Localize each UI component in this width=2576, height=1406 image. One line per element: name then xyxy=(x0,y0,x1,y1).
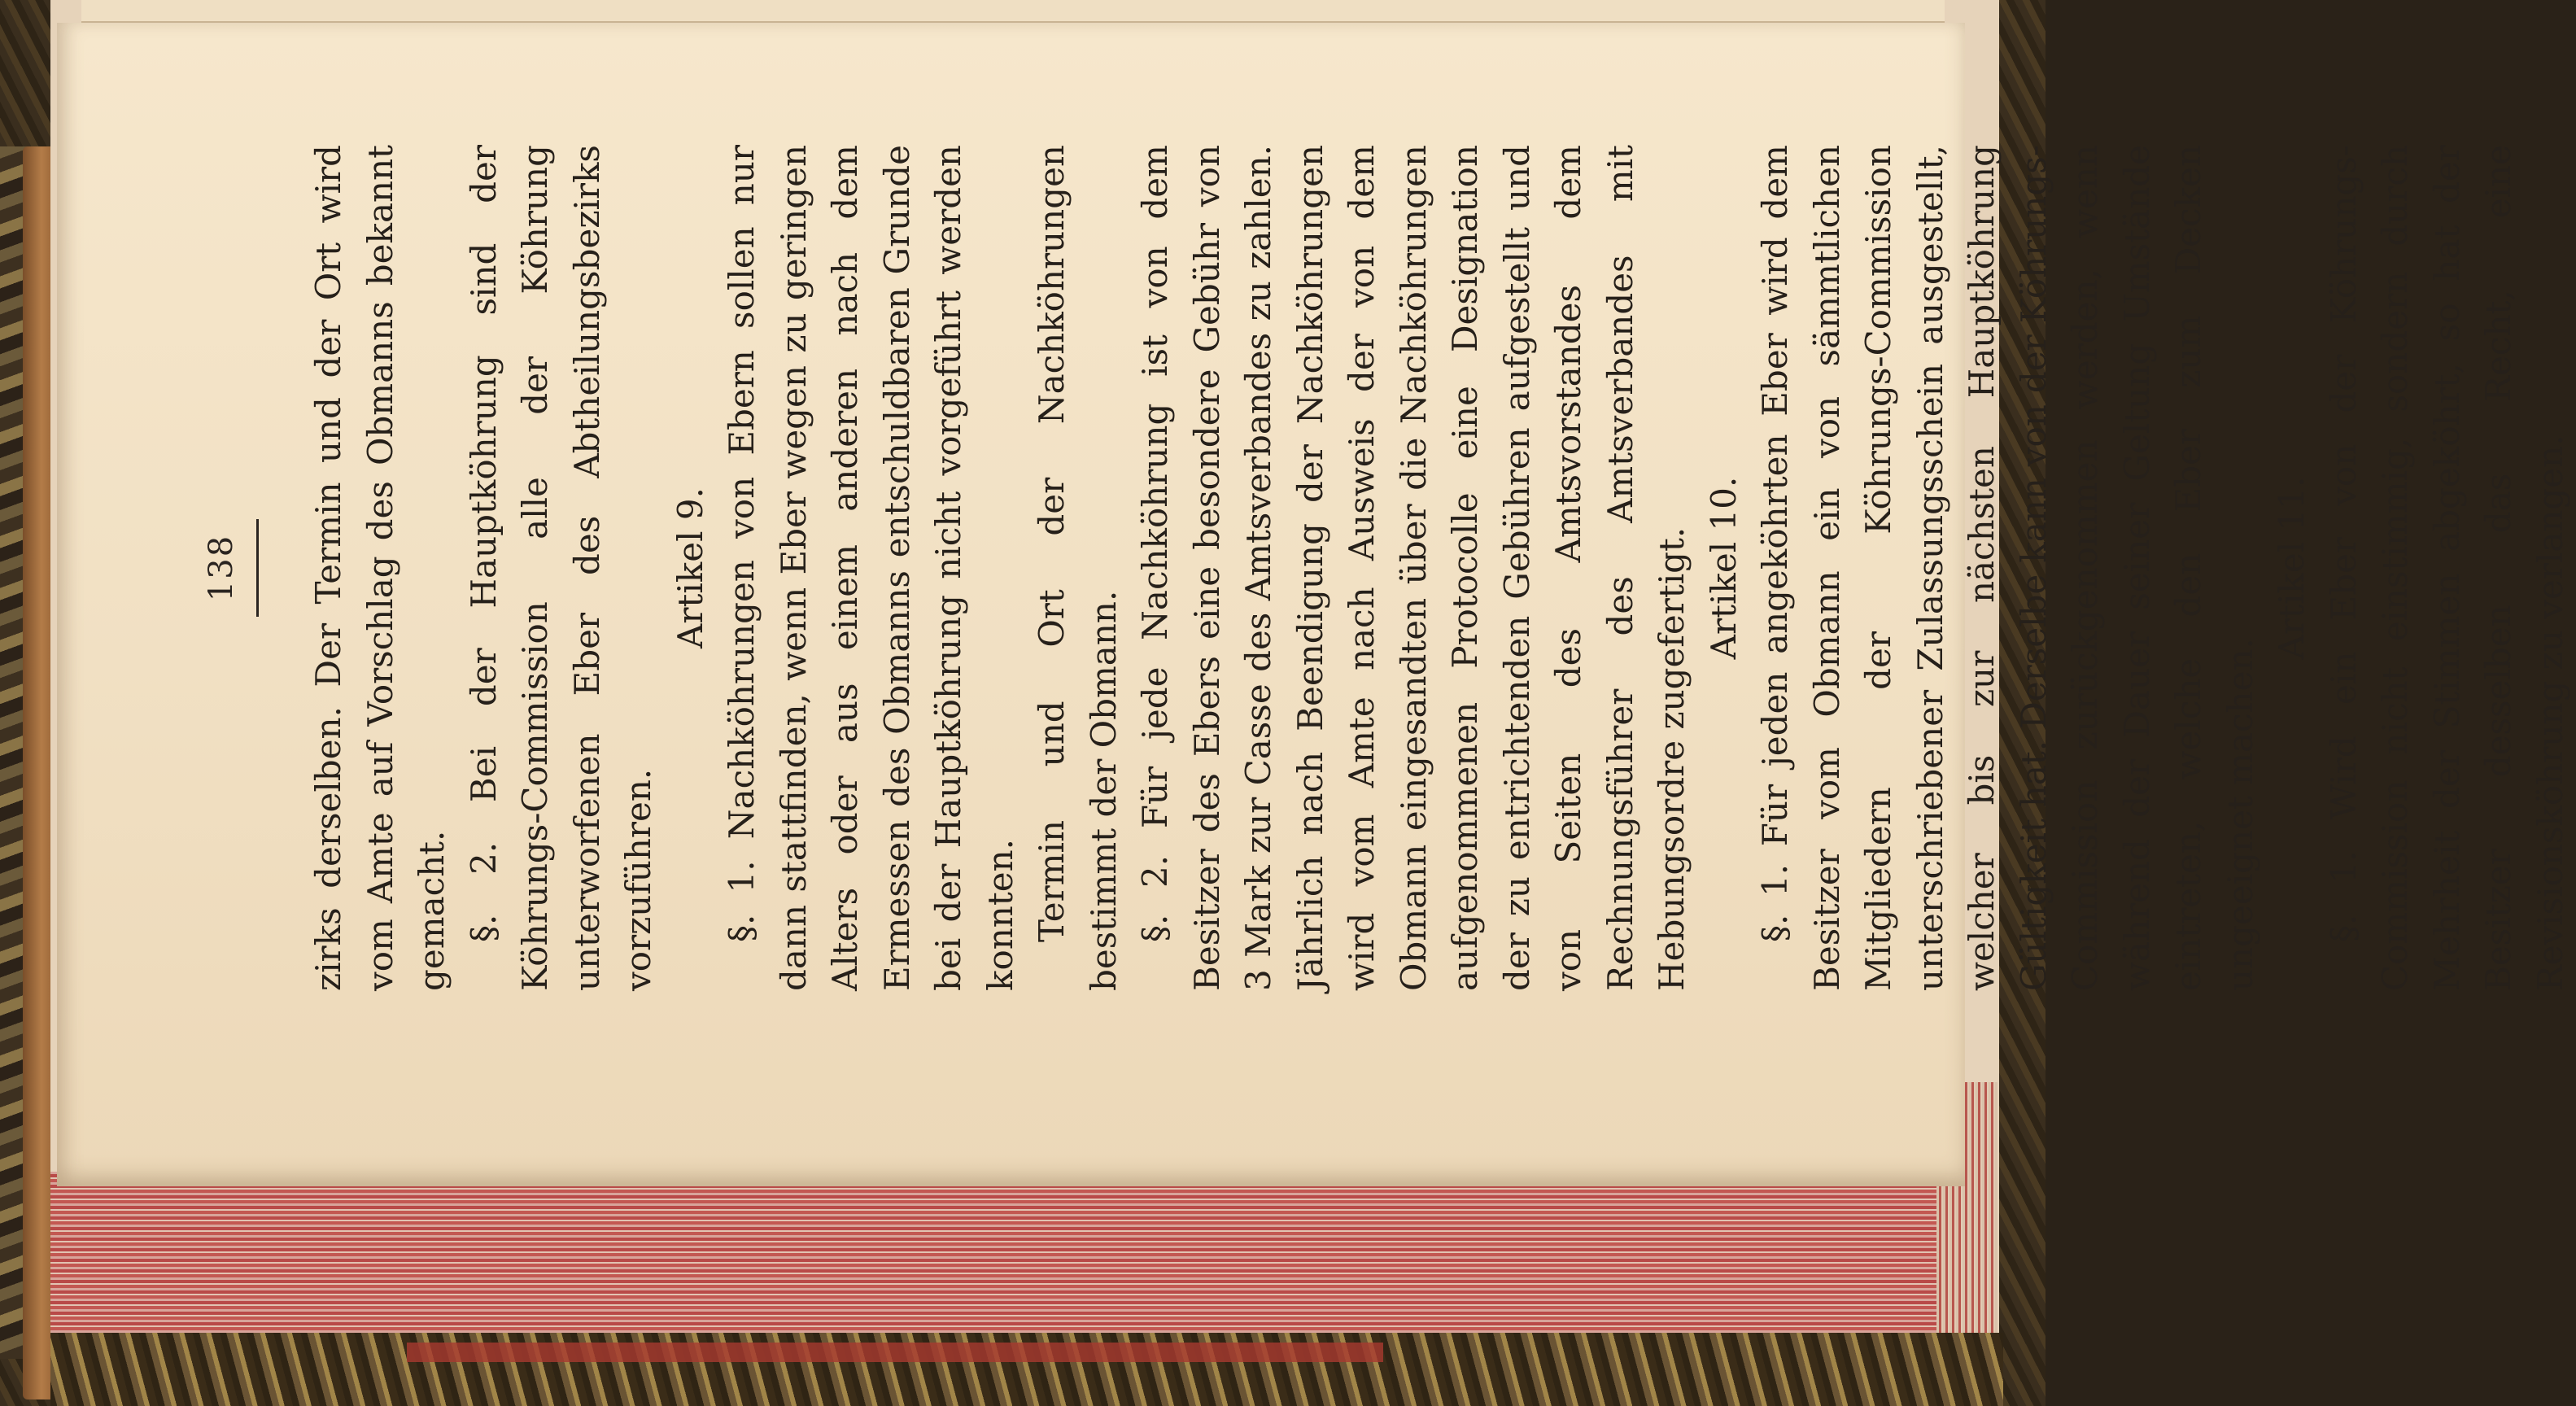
page-body xyxy=(303,145,2576,991)
paragraph: §. 1. Für jeden angeköhrten Eber wird dem Besitzer vom Obmann ein von sämmtlichen Mitgliedern der Köhrungs-Commission unterschriebener Zulassungsschein ausgestellt, welcher bis zur nächsten Hauptköhrung Gültigkeit hat. Derselbe kann von der Köhrungs-Commission zurückgenommen werden, wenn während der Dauer seiner Geltung Umstände eintreten, welche den Eber zum Decken ungeeignet machen. xyxy=(1755,145,2260,991)
rotated-text-block xyxy=(152,31,2570,1105)
header-rule xyxy=(256,519,259,617)
paragraph: §. 2. Für jede Nachköhrung ist von dem Besitzer des Ebers eine besondere Gebühr von 3 Mark zur Casse des Amtsverbandes zu zahlen. Jährlich nach Beendigung der Nachköhrungen wird vom Amte nach Ausweis der von dem Obmann eingesandten über die Nachköhrungen aufgenommenen Protocolle eine Designation der zu entrichtenden Gebühren aufgestellt und von Seiten des Amtsvorstandes dem Rechnungsführer des Amtsverbandes mit Hebungsordre zugefertigt. xyxy=(1135,145,1692,991)
paragraph: §. 1. Wird ein Eber von der Köhrungs-Commission nicht einstimmig, sondern durch Mehrheit der Stimmen abgeköhrt, so hat der Besitzer desselben das Recht, eine Revisionsköhrung zu verlangen. xyxy=(2323,145,2570,991)
article-heading: Artikel 10. xyxy=(1703,476,1744,660)
paragraph: §. 1. Nachköhrungen von Ebern sollen nur dann stattfinden, wenn Eber wegen zu geringen Alters oder aus einem anderen nach dem Ermessen des Obmanns entschuldbaren Grunde bei der Hauptköhrung nicht vorgeführt werden konnten. xyxy=(722,145,1020,991)
red-page-edges xyxy=(50,1172,1975,1355)
facing-page-strip xyxy=(81,0,1945,24)
paragraph: §. 2. Bei der Hauptköhrung sind der Köhrungs-Commission alle der Köhrung unterworfenen Eber des Abtheilungsbezirks vorzuführen. xyxy=(463,145,658,991)
article-heading: Artikel 9. xyxy=(670,487,710,648)
article-heading: Artikel 11. xyxy=(2272,476,2312,660)
paragraph: zirks derselben. Der Termin und der Ort wird vom Amte auf Vorschlag des Obmanns bekannt gemacht. xyxy=(308,145,452,991)
red-edge-band xyxy=(407,1343,1383,1362)
page-number: 138 xyxy=(203,534,240,602)
paragraph: Termin und Ort der Nachköhrungen bestimmt der Obmann. xyxy=(1032,145,1124,991)
